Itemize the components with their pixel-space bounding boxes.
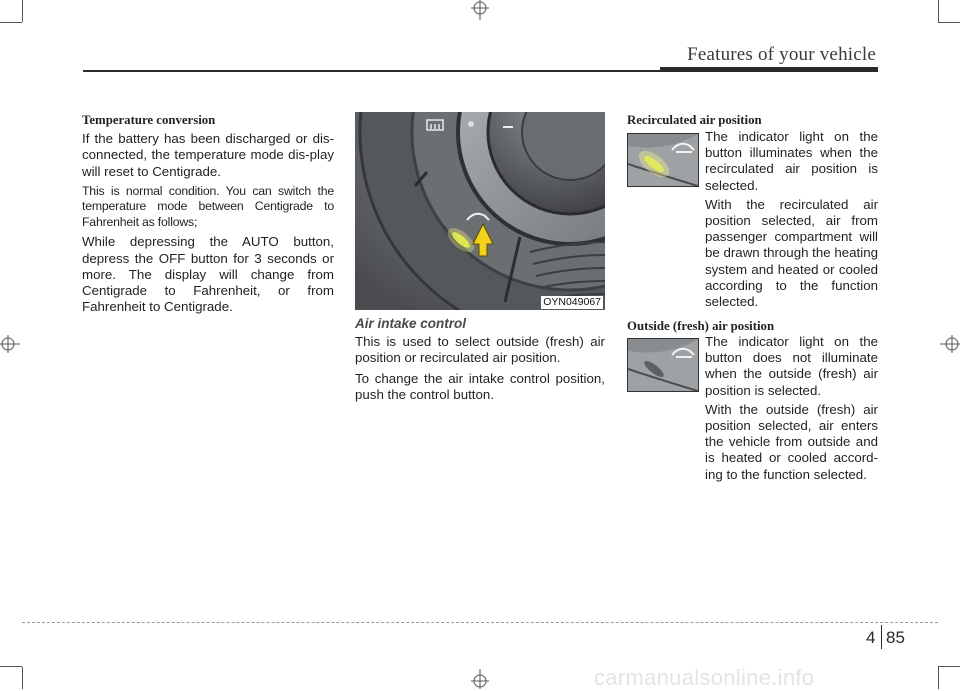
page-number: 85 bbox=[886, 628, 905, 647]
crop-mark bbox=[22, 667, 23, 689]
paragraph: While depressing the AUTO button, depress the OFF button for 3 seconds or more. The display will change from Centigrade to Fahrenheit, or from Fahrenheit to Centigrade. bbox=[82, 234, 334, 315]
header-title: Features of your vehicle bbox=[687, 44, 876, 65]
paragraph: The indicator light on the button does not illuminate when the outside (fresh) air position is selected. bbox=[705, 334, 878, 398]
section-heading: Temperature conversion bbox=[82, 113, 216, 127]
paragraph: To change the air intake control position, push the control button. bbox=[355, 370, 605, 402]
registration-mark-left bbox=[0, 333, 22, 355]
fresh-air-button-icon bbox=[628, 339, 698, 391]
recirc-text bbox=[705, 129, 878, 313]
section-heading: Recirculated air position bbox=[627, 113, 762, 127]
registration-mark-top bbox=[469, 0, 491, 22]
climate-control-knob-illustration bbox=[355, 112, 605, 310]
paragraph: If the battery has been discharged or dis-connected, the temperature mode dis-play will reset to Centigrade. bbox=[82, 131, 334, 179]
section-heading: Air intake control bbox=[355, 316, 467, 331]
footer-divider bbox=[881, 625, 882, 649]
footer-rule bbox=[22, 622, 938, 623]
paragraph: The indicator light on the button illuminates when the recirculated air position is selected. bbox=[705, 129, 878, 193]
figure-label: OYN049067 bbox=[543, 296, 601, 308]
crop-mark bbox=[22, 0, 23, 22]
registration-mark-bottom bbox=[469, 667, 491, 689]
fresh-button-illustration bbox=[627, 338, 699, 392]
paragraph: This is normal condition. You can switch the temperature mode between Centigrade to Fahrenheit as follows; bbox=[82, 183, 334, 229]
recirc-button-illustration bbox=[627, 133, 699, 187]
crop-mark bbox=[0, 666, 22, 667]
recirculated-air-button-icon bbox=[628, 134, 698, 186]
crop-mark bbox=[0, 22, 22, 23]
paragraph: With the outside (fresh) air position selected, air enters the vehicle from outside and is heated or cooled accord-ing to the function selected. bbox=[705, 401, 878, 482]
header-rule-accent bbox=[660, 67, 878, 72]
paragraph: With the recirculated air position selected, air from passenger compartment will be drawn through the heating system and heated or cooled according to the function selected. bbox=[705, 196, 878, 310]
middle-column bbox=[355, 316, 605, 407]
section-number: 4 bbox=[866, 628, 876, 647]
registration-mark-right bbox=[938, 333, 960, 355]
crop-mark bbox=[938, 0, 939, 22]
crop-mark bbox=[938, 666, 960, 667]
paragraph: This is used to select outside (fresh) air position or recirculated air position. bbox=[355, 334, 605, 366]
crop-mark bbox=[938, 667, 939, 689]
outside-text bbox=[705, 334, 878, 486]
left-column bbox=[82, 112, 334, 319]
crop-mark bbox=[938, 22, 960, 23]
section-heading: Outside (fresh) air position bbox=[627, 319, 775, 333]
watermark: carmanualsonline.info bbox=[594, 665, 815, 690]
control-panel-photo bbox=[355, 112, 605, 310]
